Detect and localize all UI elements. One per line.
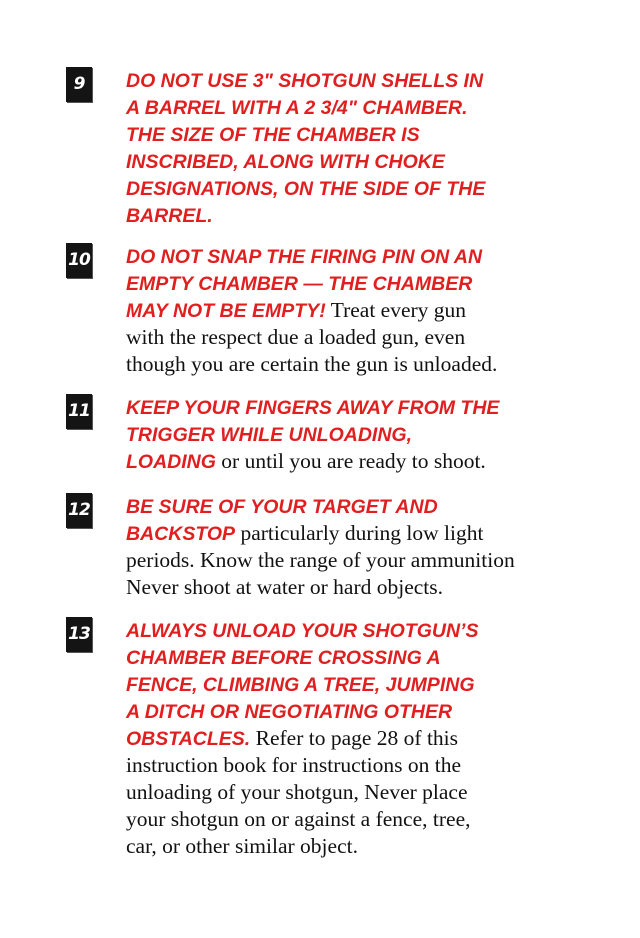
rule-line (126, 351, 566, 378)
rule-number-badge: 10 (66, 243, 92, 278)
rule-emphasis: EMPTY CHAMBER — THE CHAMBER (126, 273, 473, 295)
rule-body: car, or other similar object. (126, 834, 358, 858)
rule-number-badge: 9 (66, 67, 92, 102)
rule-emphasis: DO NOT USE 3" SHOTGUN SHELLS IN (126, 70, 484, 92)
rule-body: Never shoot at water or hard objects. (126, 575, 444, 599)
rule-emphasis: FENCE, CLIMBING A TREE, JUMPING (126, 674, 475, 696)
rule-line (126, 67, 566, 94)
rule-line (126, 698, 566, 725)
rule-emphasis: KEEP YOUR FINGERS AWAY FROM THE (126, 397, 500, 419)
rule-line (126, 833, 566, 860)
rule-line (126, 324, 566, 351)
rule-line (126, 574, 566, 601)
rule-body: or until you are ready to shoot. (215, 449, 486, 473)
rule-body: Refer to page 28 of this (250, 726, 459, 750)
rule-line (126, 671, 566, 698)
rule-emphasis: A DITCH OR NEGOTIATING OTHER (126, 701, 453, 723)
rule-emphasis: DESIGNATIONS, ON THE SIDE OF THE (126, 178, 486, 200)
rule-text (126, 617, 566, 860)
rule-text (126, 493, 566, 601)
rule-body: your shotgun on or against a fence, tree, (126, 807, 471, 831)
rule-emphasis: TRIGGER WHILE UNLOADING, (126, 424, 412, 446)
rule-emphasis: INSCRIBED, ALONG WITH CHOKE (126, 151, 445, 173)
rule-number-badge: 11 (66, 394, 92, 429)
rule-emphasis: BE SURE OF YOUR TARGET AND (126, 496, 438, 518)
rule-line (126, 617, 566, 644)
rule-line (126, 148, 566, 175)
rule-emphasis: DO NOT SNAP THE FIRING PIN ON AN (126, 246, 483, 268)
rule-body: unloading of your shotgun, Never place (126, 780, 468, 804)
rule-line (126, 202, 566, 229)
rule-line (126, 175, 566, 202)
rule-line (126, 547, 566, 574)
rule-line (126, 779, 566, 806)
rule-emphasis: A BARREL WITH A 2 3/4" CHAMBER. (126, 97, 468, 119)
rule-line (126, 806, 566, 833)
rule-number-badge: 12 (66, 493, 92, 528)
rule-line (126, 725, 566, 752)
rule-line (126, 270, 566, 297)
rule-line (126, 121, 566, 148)
rule-line (126, 520, 566, 547)
rule-body: Treat every gun (325, 298, 467, 322)
rule-body: periods. Know the range of your ammunition (126, 548, 515, 572)
rule-body: particularly during low light (235, 521, 484, 545)
rule-body: instruction book for instructions on the (126, 753, 462, 777)
rule-line (126, 644, 566, 671)
rule-text (126, 243, 566, 378)
rule-number-badge: 13 (66, 617, 92, 652)
rule-emphasis: MAY NOT BE EMPTY! (126, 300, 326, 322)
rule-text (126, 394, 566, 475)
rule-line (126, 448, 566, 475)
rule-body: with the respect due a loaded gun, even (126, 325, 466, 349)
rule-emphasis: THE SIZE OF THE CHAMBER IS (126, 124, 420, 146)
rule-line (126, 752, 566, 779)
rule-emphasis: BARREL. (126, 205, 213, 227)
rule-body: though you are certain the gun is unloaded. (126, 352, 498, 376)
rule-line (126, 243, 566, 270)
rule-emphasis: OBSTACLES. (126, 728, 251, 750)
rule-emphasis: ALWAYS UNLOAD YOUR SHOTGUN’S (126, 620, 479, 642)
rule-line (126, 421, 566, 448)
rule-line (126, 493, 566, 520)
rule-emphasis: BACKSTOP (126, 523, 236, 545)
rule-text (126, 67, 566, 229)
rule-emphasis: CHAMBER BEFORE CROSSING A (126, 647, 441, 669)
rule-emphasis: LOADING (126, 451, 216, 473)
rule-line (126, 94, 566, 121)
rule-line (126, 394, 566, 421)
rule-line (126, 297, 566, 324)
